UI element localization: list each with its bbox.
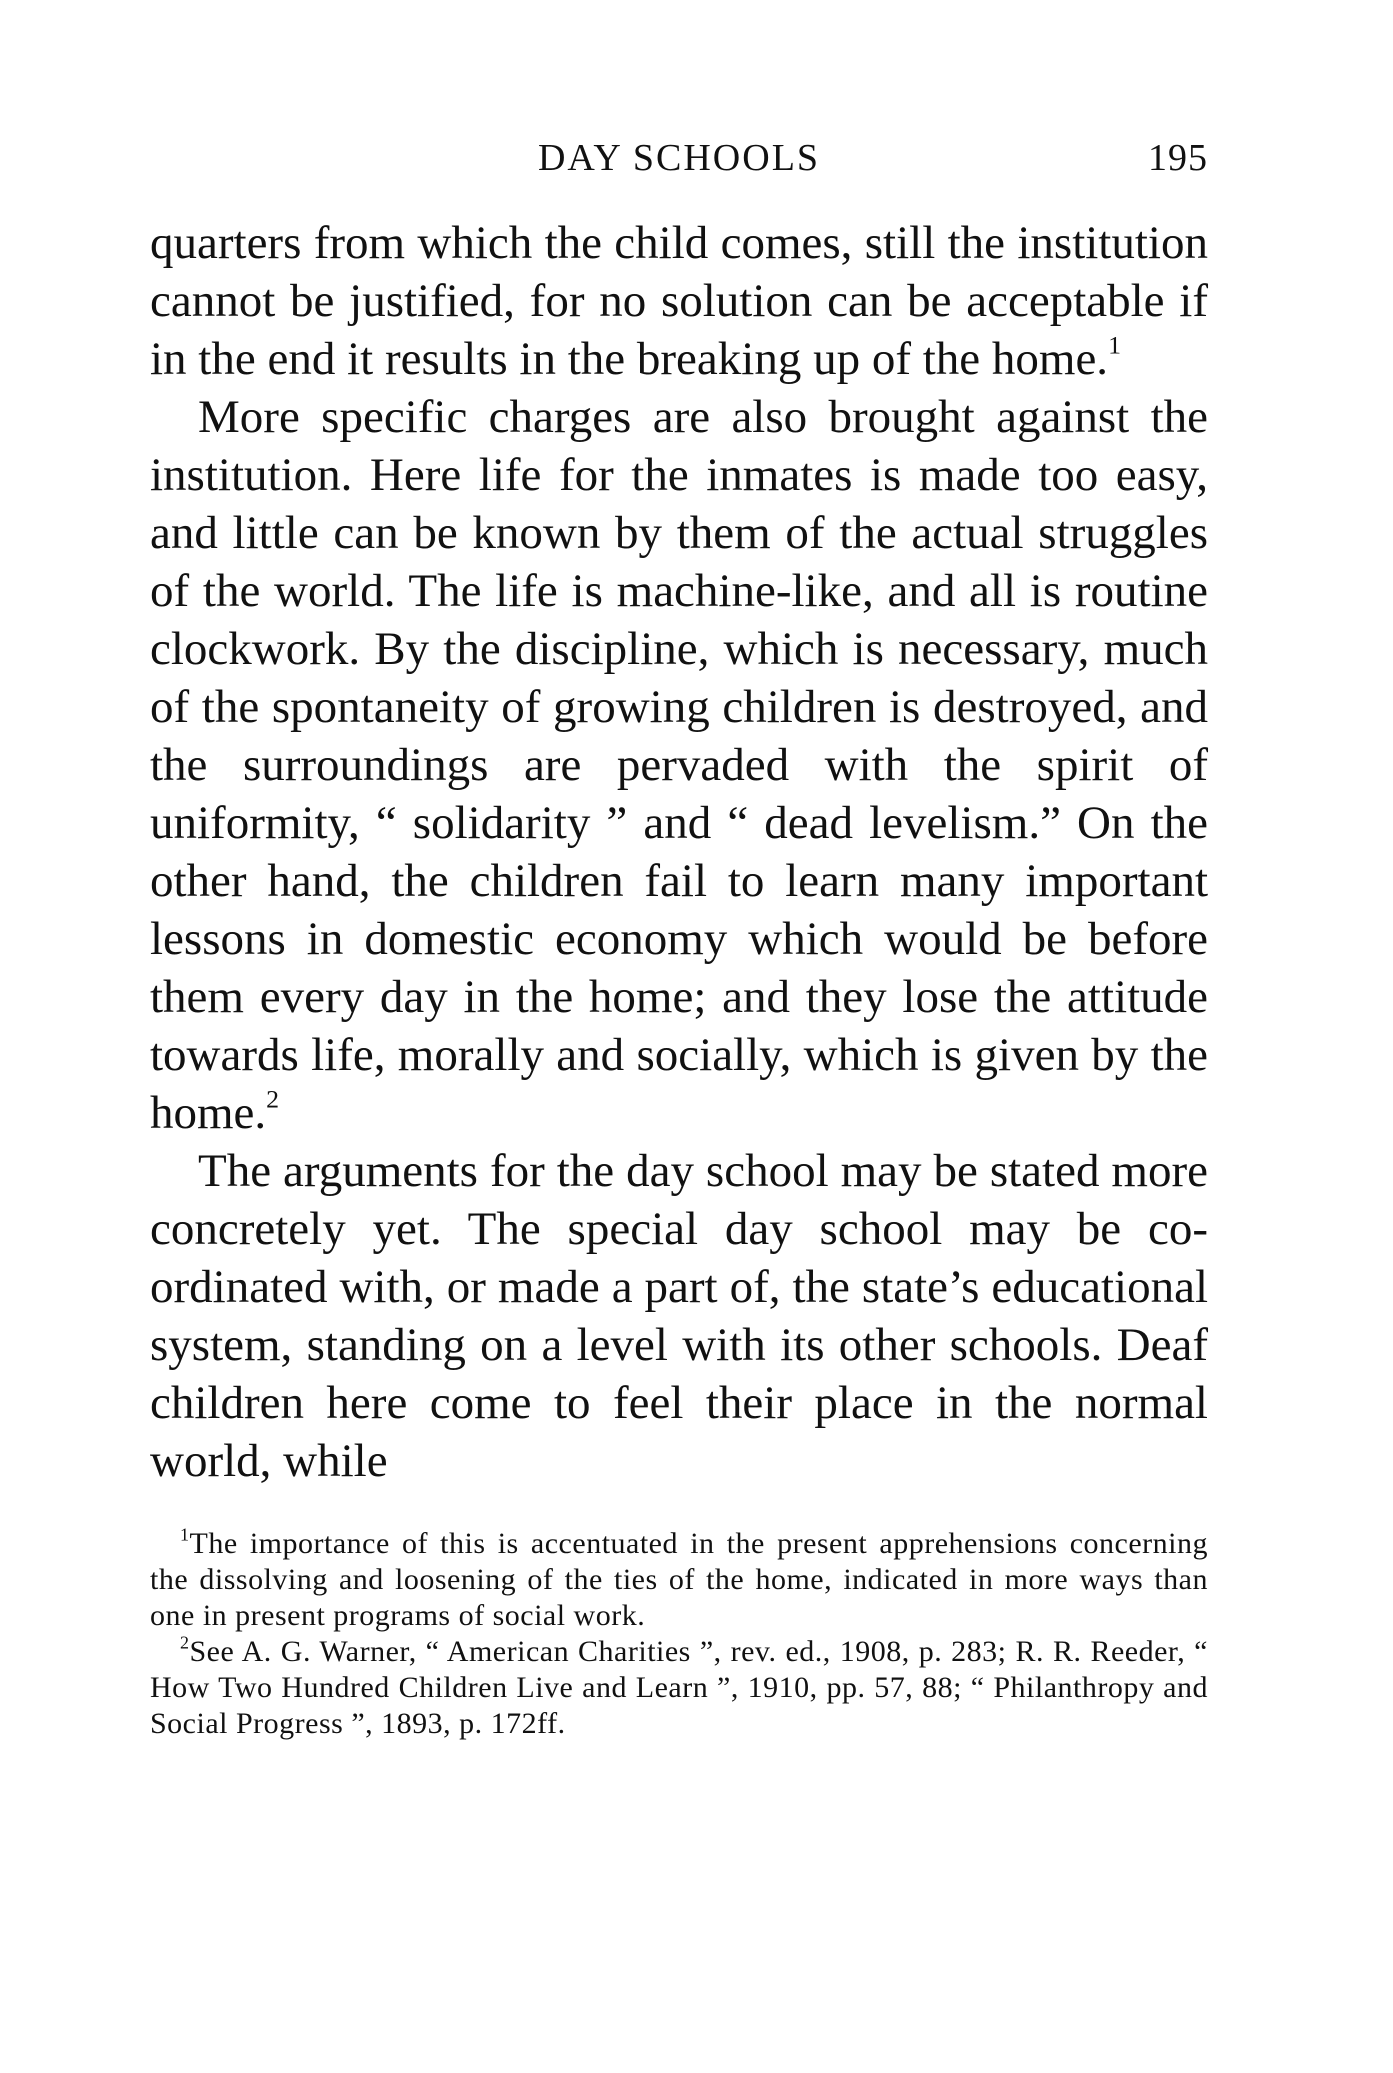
paragraph <box>150 1142 1208 1490</box>
footnote-marker: 1 <box>180 1524 190 1545</box>
footnote-text: See A. G. Warner, “ American Charities ”, rev. ed., 1908, p. 283; R. R. Reeder, “ How Two Hundred Children Live and Learn ”, 1910, pp. 57, 88; “ Philanthropy and Social Progress ”, 1893, p. 172ff. <box>150 1635 1208 1740</box>
body-text <box>150 214 1208 1490</box>
footnote-reference: 2 <box>266 1084 280 1114</box>
footnote <box>150 1526 1208 1634</box>
paragraph <box>150 214 1208 388</box>
paragraph-text: More specific charges are also brought against the institution. Here life for the inmates is made too easy, and little can be known by them of the actual struggles of the world. The life is machine-like, and all is routine clockwork. By the discipline, which is necessary, much of the spontaneity of growing children is destroyed, and the surroundings are pervaded with the spirit of uniformity, “ solidarity ” and “ dead levelism.” On the other hand, the children fail to learn many important lessons in domestic economy which would be before them every day in the home; and they lose the attitude towards life, morally and socially, which is given by the home. <box>150 391 1208 1139</box>
footnote-text: The importance of this is accentuated in the present apprehensions concerning the dissolving and loosening of the ties of the home, indicated in more ways than one in present programs of social work. <box>150 1527 1208 1632</box>
paragraph-text: quarters from which the child comes, still the institution cannot be justified, for no solution can be acceptable if in the end it results in the breaking up of the home. <box>150 217 1208 385</box>
page-number: 195 <box>1148 137 1208 179</box>
running-head <box>150 130 1208 200</box>
footnotes <box>150 1526 1208 1742</box>
footnote-reference: 1 <box>1108 330 1121 360</box>
paragraph <box>150 388 1208 1142</box>
running-head-title: DAY SCHOOLS <box>537 137 821 179</box>
book-page <box>150 130 1208 1742</box>
footnote-marker: 2 <box>180 1632 190 1653</box>
paragraph-text: The arguments for the day school may be stated more concretely yet. The special day school may be co-ordinated with, or made a part of, the state’s educational system, standing on a level with its other schools. Deaf children here come to feel their place in the normal world, while <box>150 1145 1208 1487</box>
footnote <box>150 1634 1208 1742</box>
